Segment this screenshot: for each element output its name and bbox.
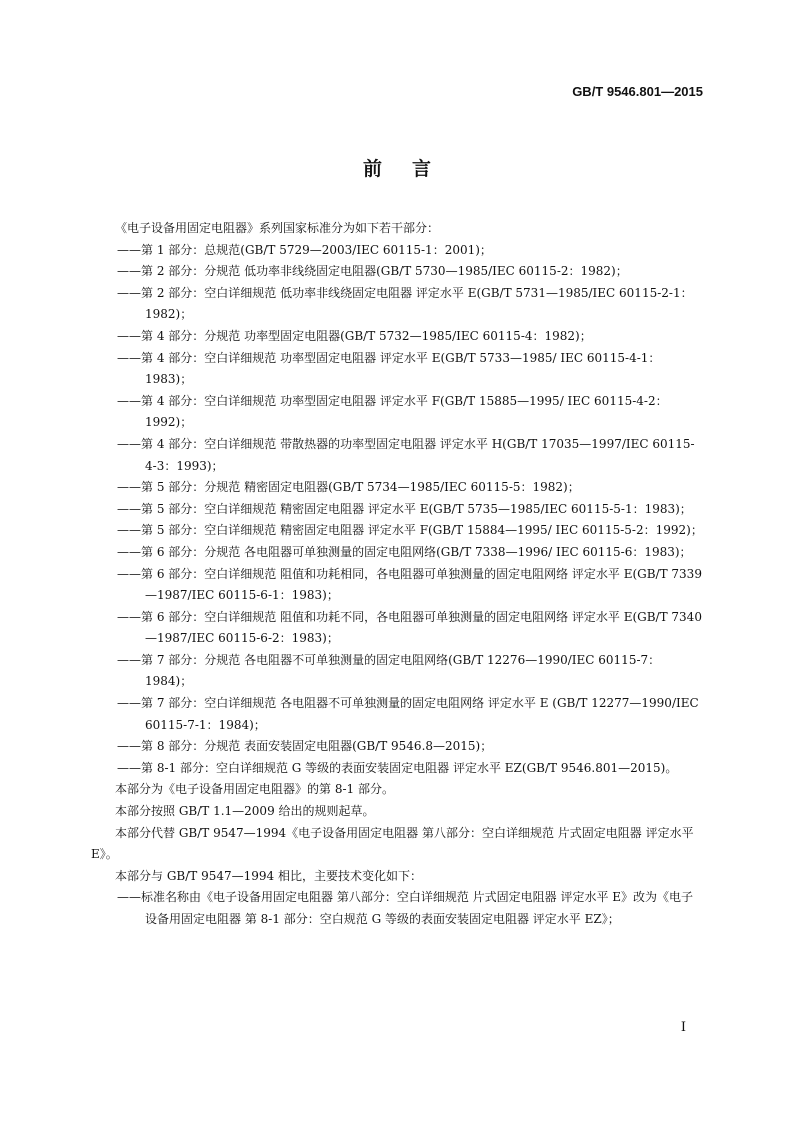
- standard-number: GB/T 9546.801—2015: [572, 84, 703, 99]
- list-item: ——第 4 部分：空白详细规范 功率型固定电阻器 评定水平 F(GB/T 15885—1995/ IEC 60115-4-2：1992)；: [117, 393, 668, 430]
- list-item: ——第 2 部分：空白详细规范 低功率非线绕固定电阻器 评定水平 E(GB/T 5731—1985/IEC 60115-2-1：1982)；: [117, 285, 693, 322]
- list-item: ——第 5 部分：分规范 精密固定电阻器(GB/T 5734—1985/IEC 60115-5：1982)；: [117, 480, 580, 495]
- list-item: ——第 8 部分：分规范 表面安装固定电阻器(GB/T 9546.8—2015)；: [117, 739, 493, 754]
- list-item: ——第 7 部分：分规范 各电阻器不可单独测量的固定电阻网络(GB/T 12276—1990/IEC 60115-7：1984)；: [117, 652, 661, 689]
- statement-changes: 本部分与 GB/T 9547—1994 相比，主要技术变化如下：: [115, 868, 422, 883]
- statement-replaces: 本部分代替 GB/T 9547—1994《电子设备用固定电阻器 第八部分：空白详细规范 片式固定电阻器 评定水平 E》。: [91, 825, 694, 862]
- list-item: ——第 4 部分：分规范 功率型固定电阻器(GB/T 5732—1985/IEC 60115-4：1982)；: [117, 328, 592, 343]
- list-item: ——第 1 部分：总规范(GB/T 5729—2003/IEC 60115-1：2001)；: [117, 242, 492, 257]
- document-body: [91, 218, 705, 931]
- page-number: I: [680, 1020, 686, 1035]
- list-item: ——第 4 部分：空白详细规范 带散热器的功率型固定电阻器 评定水平 H(GB/T 17035—1997/IEC 60115-4-3：1993)；: [117, 436, 695, 473]
- list-item: ——第 8-1 部分：空白详细规范 G 等级的表面安装固定电阻器 评定水平 EZ(GB/T 9546.801—2015)。: [117, 760, 678, 775]
- list-item: ——第 7 部分：空白详细规范 各电阻器不可单独测量的固定电阻网络 评定水平 E (GB/T 12277—1990/IEC 60115-7-1：1984)；: [117, 696, 699, 732]
- list-item: ——第 5 部分：空白详细规范 精密固定电阻器 评定水平 F(GB/T 15884—1995/ IEC 60115-5-2：1992)；: [117, 523, 703, 538]
- list-item: ——第 6 部分：空白详细规范 阻值和功耗相同，各电阻器可单独测量的固定电阻网络 评定水平 E(GB/T 7339—1987/IEC 60115-6-1：1983)；: [117, 566, 702, 603]
- list-item: ——第 2 部分：分规范 低功率非线绕固定电阻器(GB/T 5730—1985/IEC 60115-2：1982)；: [117, 264, 628, 279]
- page-title: 前言: [362, 158, 461, 180]
- statement-part: 本部分为《电子设备用固定电阻器》的第 8-1 部分。: [115, 782, 394, 797]
- list-item: ——第 6 部分：空白详细规范 阻值和功耗不同，各电阻器可单独测量的固定电阻网络 评定水平 E(GB/T 7340—1987/IEC 60115-6-2：1983)；: [117, 609, 702, 646]
- list-item: ——第 4 部分：空白详细规范 功率型固定电阻器 评定水平 E(GB/T 5733—1985/ IEC 60115-4-1：1983)；: [117, 350, 661, 387]
- intro-paragraph: 《电子设备用固定电阻器》系列国家标准分为如下若干部分：: [115, 221, 440, 235]
- change-list-item: ——标准名称由《电子设备用固定电阻器 第八部分：空白详细规范 片式固定电阻器 评定水平 E》改为《电子设备用固定电阻器 第 8-1 部分：空白规范 G 等级的表面安装固定电阻器 评定水平 EZ》；: [117, 890, 694, 926]
- list-item: ——第 5 部分：空白详细规范 精密固定电阻器 评定水平 E(GB/T 5735—1985/IEC 60115-5-1：1983)；: [117, 501, 692, 516]
- list-item: ——第 6 部分：分规范 各电阻器可单独测量的固定电阻网络(GB/T 7338—1996/ IEC 60115-6：1983)；: [117, 544, 692, 559]
- statement-rules: 本部分按照 GB/T 1.1—2009 给出的规则起草。: [115, 804, 375, 819]
